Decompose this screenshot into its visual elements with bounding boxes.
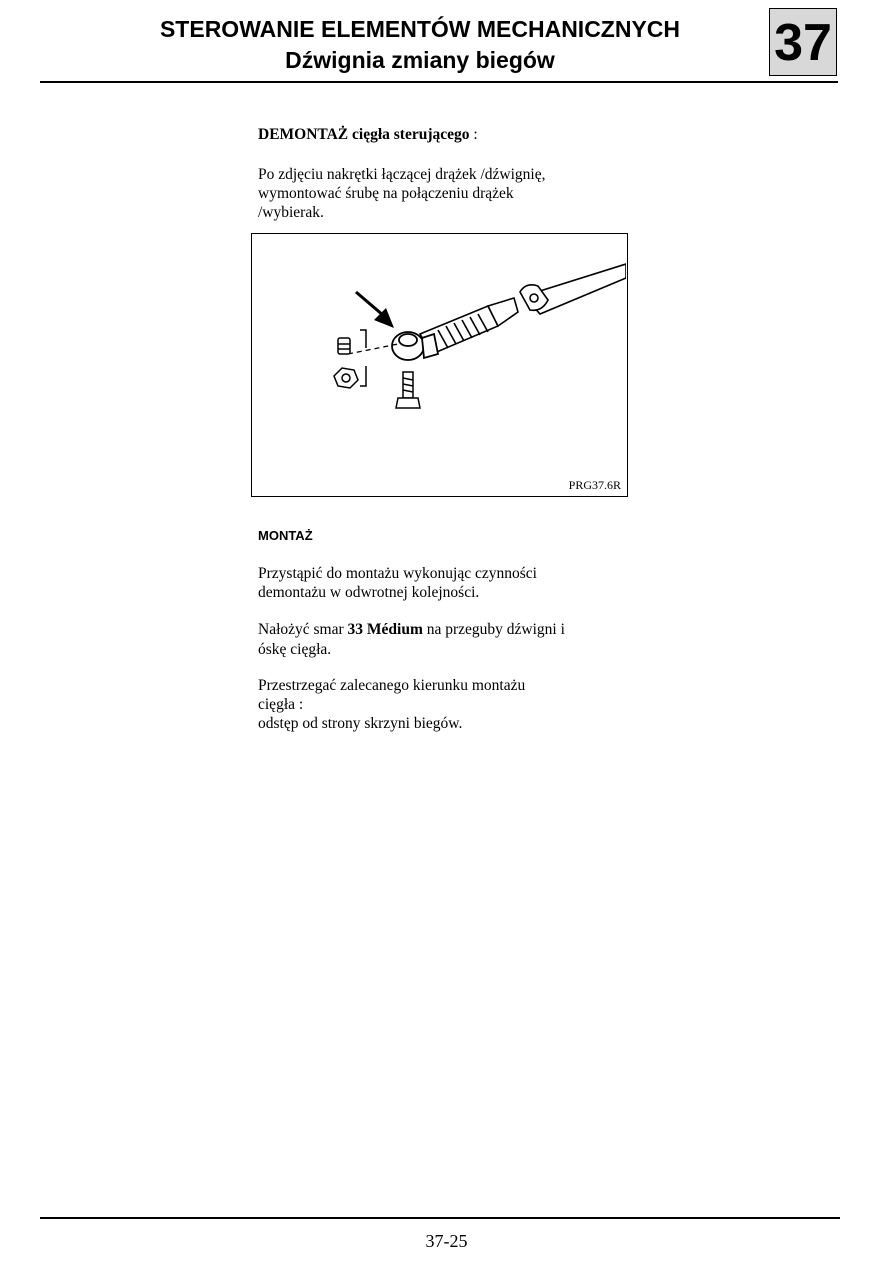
assembly-line (258, 620, 628, 639)
grease-text-pre: Nałożyć smar (258, 621, 348, 638)
page-title (90, 14, 750, 76)
linkage-diagram (252, 234, 626, 495)
assembly-paragraph-1 (258, 564, 628, 602)
alignment-line (348, 344, 398, 354)
page-title-line1: STEROWANIE ELEMENTÓW MECHANICZNYCH (159, 16, 681, 42)
grease-product-name: 33 Médium (347, 621, 423, 638)
assembly-paragraph-3 (258, 676, 628, 733)
figure-reference: PRG37.6R (568, 478, 621, 492)
grease-text-post: na przeguby dźwigni i (422, 621, 565, 638)
removal-heading-text: DEMONTAŻ cięgła sterującego (258, 126, 470, 143)
removal-paragraph (258, 165, 628, 222)
assembly-line: Przestrzegać zalecanego kierunku montażu (258, 677, 526, 694)
removal-heading-colon: : (469, 126, 478, 143)
section-number-badge: 37 (769, 8, 837, 76)
assembly-line: odstęp od strony skrzyni biegów. (258, 715, 463, 732)
removal-line: wymontować śrubę na połączeniu drążek (258, 185, 514, 202)
assembly-line: demontażu w odwrotnej kolejności. (258, 584, 480, 601)
removal-heading (258, 125, 628, 144)
assembly-line: óskę cięgła. (258, 641, 332, 658)
figure-shift-linkage (251, 233, 628, 497)
page-title-line2: Dźwignia zmiany biegów (285, 47, 555, 73)
removal-line: Po zdjęciu nakrętki łączącej drążek /dźwignię, (258, 166, 546, 183)
pointer-arrow-icon (356, 292, 394, 328)
removal-line: /wybierak. (258, 204, 324, 221)
washer-nut (334, 368, 358, 388)
assembly-line: Przystąpić do montażu wykonując czynności (258, 565, 537, 582)
assembly-paragraph-2 (258, 620, 628, 659)
footer-divider (40, 1217, 840, 1219)
assembly-line: cięgła : (258, 696, 304, 713)
assembly-heading: MONTAŻ (258, 528, 313, 543)
bolt (396, 372, 420, 408)
ball-joint (392, 332, 438, 360)
header-divider (40, 81, 838, 83)
lever-arm (520, 264, 626, 314)
page-number: 37-25 (425, 1231, 468, 1251)
nut (338, 338, 350, 354)
